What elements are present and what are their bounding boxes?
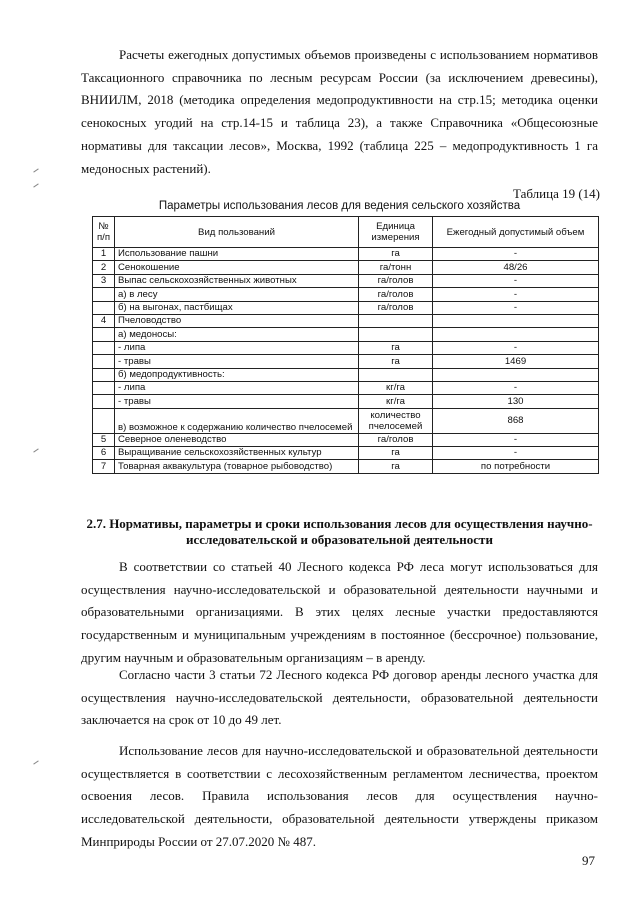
row-name: а) медоносы: [115,328,359,341]
intro-paragraph [81,44,598,180]
scan-mark [33,183,38,187]
row-unit: га [359,248,433,261]
row-unit: га/голов [359,433,433,446]
row-unit [359,328,433,341]
row-value: 868 [433,408,599,433]
row-unit [359,368,433,381]
table-row [93,447,599,460]
table-row [93,301,599,314]
row-number: 4 [93,314,115,327]
row-unit: кг/га [359,395,433,408]
row-unit: га [359,355,433,368]
row-name: б) на выгонах, пастбищах [115,301,359,314]
page-number: 97 [582,853,595,868]
row-number [93,408,115,433]
row-number: 6 [93,447,115,460]
row-name: Выпас сельскохозяйственных животных [115,274,359,287]
scan-mark [33,168,38,172]
row-value [433,368,599,381]
row-unit: кг/га [359,381,433,394]
row-number: 3 [93,274,115,287]
row-number: 5 [93,433,115,446]
table-body [93,248,599,474]
table-row [93,460,599,473]
row-value: - [433,433,599,446]
table-row [93,274,599,287]
table-header-row [93,217,599,248]
row-name: б) медопродуктивность: [115,368,359,381]
row-number [93,381,115,394]
row-value: - [433,301,599,314]
forest-use-table [92,216,599,474]
row-value [433,314,599,327]
row-unit: количество пчелосемей [359,408,433,433]
intro-text: Расчеты ежегодных допустимых объемов произведены с использованием нормативов Таксационного справочника по лесным ресурсам России (за исключением древесины), ВНИИЛМ, 2018 (методика определения медопродуктивности на стр.15; методика оценки сенокосных угодий на стр.14-15 и таблица 23), а также Справочника «Общесоюзные нормативы для таксации лесов», Москва, 1992 (таблица 225 – медопродуктивность 1 га медоносных растений). [81,47,598,176]
table-row [93,328,599,341]
paragraph-2-text: Согласно части 3 статьи 72 Лесного кодекса РФ договор аренды лесного участка для осуществления научно-исследовательской деятельности, образовательной деятельности заключается на срок от 10 до 49 лет. [81,667,598,728]
row-value: - [433,274,599,287]
row-number [93,301,115,314]
row-value: 1469 [433,355,599,368]
table-row [93,433,599,446]
table-row [93,381,599,394]
section-heading: 2.7. Нормативы, параметры и сроки использования лесов для осуществления научно-исследовательской и образовательной деятельности [86,516,593,547]
row-number [93,328,115,341]
row-value: - [433,381,599,394]
row-value [433,328,599,341]
table-row [93,314,599,327]
table-row [93,408,599,433]
header-number: № п/п [93,217,115,248]
row-name: Выращивание сельскохозяйственных культур [115,447,359,460]
row-name: Сенокошение [115,261,359,274]
row-number: 2 [93,261,115,274]
paragraph-1 [81,556,598,670]
row-value: 48/26 [433,261,599,274]
row-name: - липа [115,381,359,394]
table-row [93,341,599,354]
row-name: Пчеловодство [115,314,359,327]
row-value: - [433,288,599,301]
row-number [93,395,115,408]
table-caption: Таблица 19 (14) [512,186,600,201]
row-unit: га/тонн [359,261,433,274]
row-name: Северное оленеводство [115,433,359,446]
table-title: Параметры использования лесов для ведения сельского хозяйства [158,200,521,212]
table-row [93,368,599,381]
row-unit: га [359,460,433,473]
table-row [93,395,599,408]
row-number [93,368,115,381]
row-name: Использование пашни [115,248,359,261]
row-unit: га/голов [359,288,433,301]
row-value: - [433,447,599,460]
row-number: 7 [93,460,115,473]
row-name: Товарная аквакультура (товарное рыбоводство) [115,460,359,473]
row-value: - [433,341,599,354]
row-unit: га/голов [359,274,433,287]
row-unit: га/голов [359,301,433,314]
table-row [93,261,599,274]
row-value: по потребности [433,460,599,473]
header-type: Вид пользований [115,217,359,248]
paragraph-3-text: Использование лесов для научно-исследовательской и образовательной деятельности осуществляется в соответствии с лесохозяйственным регламентом лесничества, проектом освоения лесов. Правила использования лесов для осуществления научно-исследовательской деятельности, образовательной деятельности утверждены приказом Минприроды России от 27.07.2020 № 487. [81,743,598,849]
row-name: - травы [115,395,359,408]
row-number: 1 [93,248,115,261]
row-name: - травы [115,355,359,368]
row-name: а) в лесу [115,288,359,301]
paragraph-2 [81,664,598,732]
row-number [93,341,115,354]
header-unit: Единица измерения [359,217,433,248]
row-name: - липа [115,341,359,354]
scan-mark [33,760,38,764]
table-row [93,355,599,368]
paragraph-3 [81,740,598,854]
row-unit: га [359,341,433,354]
row-unit [359,314,433,327]
paragraph-1-text: В соответствии со статьей 40 Лесного кодекса РФ леса могут использоваться для осуществления научно-исследовательской и образовательной деятельности научными и образовательными организациями. В этих целях лесные участки предоставляются государственным и муниципальным учреждениям в постоянное (бессрочное) пользование, другим научным и образовательным организациям – в аренду. [81,559,598,665]
row-name: в) возможное к содержанию количество пчелосемей [115,408,359,433]
row-number [93,288,115,301]
header-volume: Ежегодный допустимый объем [433,217,599,248]
table-row [93,288,599,301]
row-unit: га [359,447,433,460]
row-value: 130 [433,395,599,408]
row-number [93,355,115,368]
row-value: - [433,248,599,261]
scan-mark [33,448,38,452]
table-row [93,248,599,261]
